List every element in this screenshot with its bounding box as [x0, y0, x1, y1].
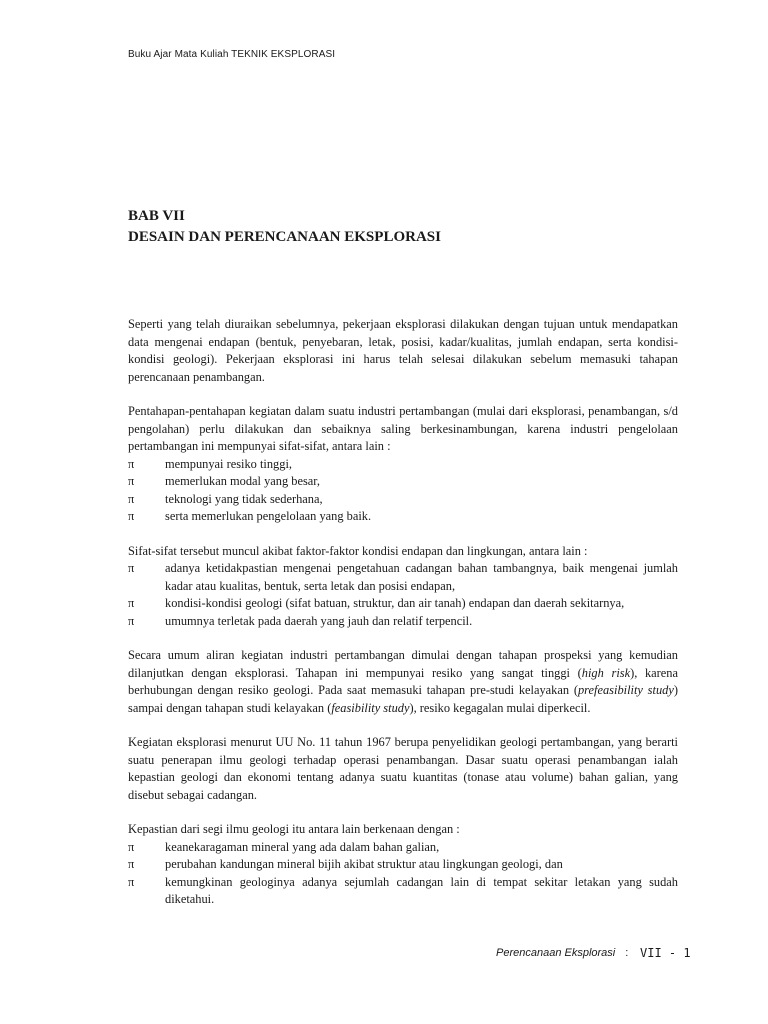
paragraph-stages: Pentahapan-pentahapan kegiatan dalam suatu industri pertambangan (mulai dari eksplorasi, penambangan, s/d pengolahan) perlu dilakukan dan sebaiknya saling berkesinambungan, karena industri pengelolaan pertambangan ini mempunyai sifat-sifat, antara lain : [128, 404, 678, 453]
term-feasibility-study: feasibility study [331, 700, 410, 715]
page-number: VII - 1 [640, 946, 691, 960]
bullet-symbol: π [128, 839, 135, 854]
bullet-symbol: π [128, 474, 135, 488]
list-item: π kondisi-kondisi geologi (sifat batuan, struktur, dan air tanah) endapan dan daerah sekitarnya, [128, 595, 678, 613]
bullet-symbol: π [128, 456, 135, 471]
paragraph-flow: Secara umum aliran kegiatan industri pertambangan dimulai dengan tahapan prospeksi yang kemudian dilanjutkan dengan eksplorasi. Tahapan ini mempunyai resiko yang sangat tinggi (high risk), karena berhubungan dengan resiko geologi. Pada saat memasuki tahapan pre-studi kelayakan (prefeasibility study) sampai dengan tahapan studi kelayakan (feasibility study), resiko kegagalan mulai diperkecil. [128, 648, 679, 715]
bullet-list-properties [128, 456, 678, 526]
bullet-list-certainty [128, 839, 678, 909]
bullet-symbol: π [128, 874, 135, 889]
chapter-title: DESAIN DAN PERENCANAAN EKSPLORASI [128, 229, 441, 245]
list-item: π mempunyai resiko tinggi, [128, 456, 678, 474]
body-text [128, 316, 678, 909]
list-item: π keanekaragaman mineral yang ada dalam bahan galian, [128, 839, 678, 857]
list-item: π teknologi yang tidak sederhana, [128, 491, 678, 509]
list-item: π memerlukan modal yang besar, [128, 473, 678, 491]
footer-separator: : [625, 947, 629, 959]
chapter-number: BAB VII [128, 208, 185, 224]
bullet-symbol: π [128, 509, 135, 523]
running-header: Buku Ajar Mata Kuliah TEKNIK EKSPLORASI [128, 49, 336, 60]
bullet-symbol: π [128, 613, 135, 628]
chapter-heading [128, 206, 441, 248]
term-prefeasibility-study: prefeasibility study [577, 683, 674, 697]
bullet-symbol: π [128, 857, 135, 871]
bullet-symbol: π [128, 491, 135, 506]
bullet-symbol: π [128, 596, 135, 610]
list-item: π serta memerlukan pengelolaan yang baik. [128, 508, 678, 526]
paragraph-certainty: Kepastian dari segi ilmu geologi itu antara lain berkenaan dengan : [128, 822, 460, 836]
footer-title: Perencanaan Eksplorasi [496, 947, 616, 959]
paragraph-law: Kegiatan eksplorasi menurut UU No. 11 tahun 1967 berupa penyelidikan geologi pertambangan, yang berarti suatu penerapan ilmu geologi terhadap operasi penambangan. Dasar suatu operasi penambangan ialah kepastian geologi dan ekonomi tentang adanya suatu kuantitas (tonase atau volume) bahan galian, yang disebut sebagai cadangan. [128, 735, 678, 802]
bullet-symbol: π [128, 561, 135, 575]
list-item: π perubahan kandungan mineral bijih akibat struktur atau lingkungan geologi, dan [128, 856, 678, 874]
bullet-list-factors [128, 560, 678, 630]
term-high-risk: high risk [581, 665, 631, 680]
list-item: π kemungkinan geologinya adanya sejumlah cadangan lain di tempat sekitar letakan yang sudah diketahui. [128, 874, 678, 909]
list-item: π umumnya terletak pada daerah yang jauh dan relatif terpencil. [128, 613, 678, 631]
page-footer [496, 946, 691, 960]
list-item: π adanya ketidakpastian mengenai pengetahuan cadangan bahan tambangnya, baik mengenai jumlah kadar atau kualitas, bentuk, serta letak dan posisi endapan, [128, 560, 678, 595]
paragraph-intro: Seperti yang telah diuraikan sebelumnya, pekerjaan eksplorasi dilakukan dengan tujuan untuk mendapatkan data mengenai endapan (bentuk, penyebaran, letak, posisi, kadar/kualitas, jumlah endapan, serta kondisi-kondisi geologi). Pekerjaan eksplorasi ini harus telah selesai dilakukan sebelum memasuki tahapan perencanaan penambangan. [128, 317, 678, 384]
paragraph-factors: Sifat-sifat tersebut muncul akibat faktor-faktor kondisi endapan dan lingkungan, antara lain : [128, 543, 588, 558]
